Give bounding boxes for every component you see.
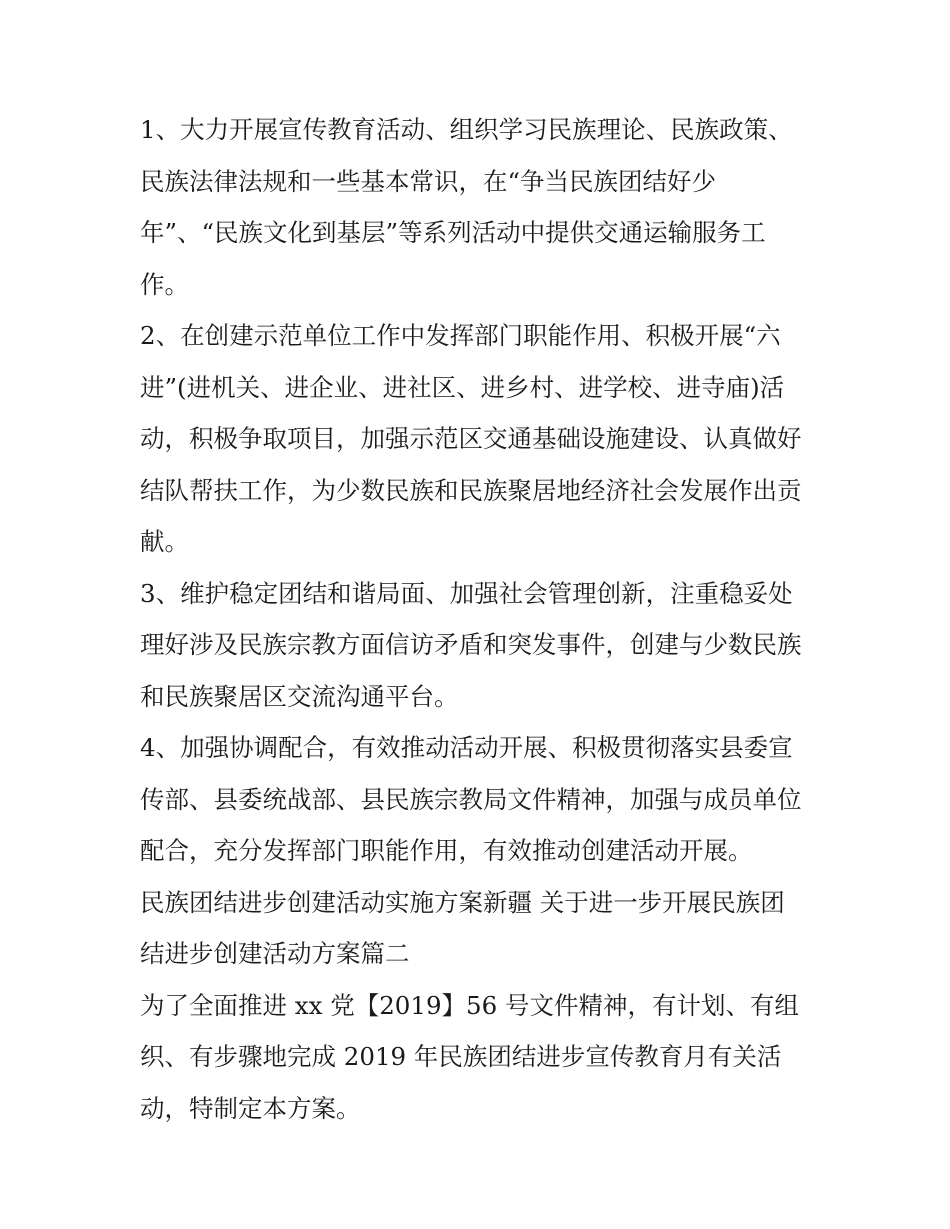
text-line: 配合，充分发挥部门职能作用，有效推动创建活动开展。 — [140, 836, 753, 865]
section-heading-line: 结进步创建活动方案篇二 — [140, 939, 410, 968]
text-line: 动，积极争取项目，加强示范区交通基础设施建设、认真做好 — [140, 424, 802, 453]
text-line: 民族法律法规和一些基本常识，在“争当民族团结好少 — [140, 166, 717, 196]
text-line: 动，特制定本方案。 — [140, 1093, 361, 1123]
text-line: 年”、“民族文化到基层”等系列活动中提供交通运输服务工 — [140, 218, 766, 247]
text-line: 织、有步骤地完成 2019 年民族团结进步宣传教育月有关活 — [140, 1042, 782, 1071]
text-line: 3、维护稳定团结和谐局面、加强社会管理创新，注重稳妥处 — [140, 578, 793, 608]
document-body — [140, 104, 830, 1134]
section-heading-line: 民族团结进步创建活动实施方案新疆 关于进一步开展民族团 — [140, 887, 785, 917]
text-line: 理好涉及民族宗教方面信访矛盾和突发事件，创建与少数民族 — [140, 630, 802, 659]
text-line: 传部、县委统战部、县民族宗教局文件精神，加强与成员单位 — [140, 784, 802, 814]
text-line: 结队帮扶工作，为少数民族和民族聚居地经济社会发展作出贡 — [140, 475, 802, 505]
text-line: 为了全面推进 xx 党【2019】56 号文件精神，有计划、有组 — [140, 990, 800, 1020]
text-line: 献。 — [140, 527, 189, 556]
text-line: 和民族聚居区交流沟通平台。 — [140, 681, 459, 711]
text-line: 2、在创建示范单位工作中发挥部门职能作用、积极开展“六 — [140, 321, 781, 350]
text-line: 4、加强协调配合，有效推动活动开展、积极贯彻落实县委宣 — [140, 733, 793, 762]
text-line: 作。 — [140, 269, 189, 299]
text-line: 1、大力开展宣传教育活动、组织学习民族理论、民族政策、 — [140, 115, 793, 144]
text-line: 进”(进机关、进企业、进社区、进乡村、进学校、进寺庙)活 — [140, 372, 785, 402]
